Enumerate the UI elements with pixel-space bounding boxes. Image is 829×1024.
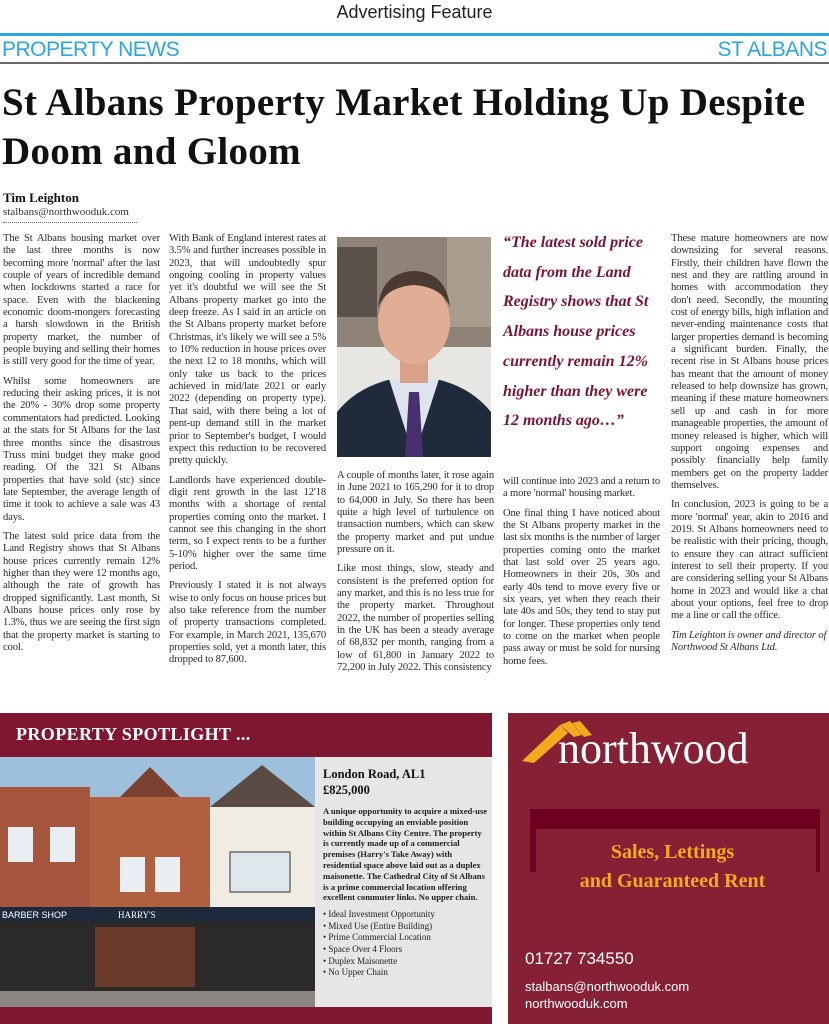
tagline-line-1: Sales, Lettings [610,841,735,863]
tagline [508,838,829,896]
tagline-bar [530,809,820,829]
author-photo [337,237,491,457]
feature-item: • Prime Commercial Location [323,932,489,944]
paragraph: The latest sold price data from the Land Registry shows that St Albans house prices currently remain 12% higher than they were 12 months ago, although the rate of growth has dropped significantly. Last month, St Albans house prices only rose by 1.3%, thus we are seeing the first sign that the property market is starting to cool. [3,530,160,653]
article-column-3 [337,470,494,682]
spotlight-heading: PROPERTY SPOTLIGHT ... [0,713,492,757]
author-signoff: Tim Leighton is owner and director of Northwood St Albans Ltd. [671,629,827,653]
article-column-5 [671,233,828,661]
spotlight-details [323,766,489,979]
tagline-line-2: and Guaranteed Rent [579,870,766,892]
divider [0,62,829,64]
paragraph: These mature homeowners are now downsizing for several reasons. Firstly, their children have flown the nest and they are rattling around in homes with accommodation they don't need. Secondly, the mounting cost of energy bills, high inflation and never-ending maintenance costs that larger properties demand is becoming a significant burden. Finally, the recent rise in St Albans house prices has meant that the amount of money released to help downsize has grown, meaning if these mature homeowners sell up and cash in for more manageable properties, the amount of money released is higher, which will support ongoing expenses and possibly financially help family members get on the property ladder themselves. [671,233,828,491]
feature-item: • No Upper Chain [323,967,489,979]
paragraph: The St Albans housing market over the last three months is now becoming more 'normal' after the last couple of years of incredible demand when lockdowns started a race for space. Even with the blackening economic doom-mongers forecasting a harsh slowdown in the British property market, the number of people buying and selling their homes is still very good for the time of year. [3,233,160,368]
paragraph: Landlords have experienced double-digit rent growth in the last 12'18 months with a shortage of rental properties coming onto the market. I cannot see this changing in the short term, so I expect rents to be a further 5-10% higher over the same time period. [169,474,326,572]
shop-sign-barber: BARBER SHOP [2,910,68,920]
shop-sign-harrys: HARRY'S [118,910,156,920]
author-email[interactable]: stalbans@northwooduk.com [3,206,129,218]
headline: St Albans Property Market Holding Up Despite Doom and Gloom [2,81,806,173]
article-column-2 [169,233,326,674]
pull-quote: “The latest sold price data from the Land Registry shows that St Albans house prices currently remain 12% higher than they were 12 months ago…” [503,234,649,430]
feature-list [323,909,489,979]
advertising-feature-label: Advertising Feature [336,2,493,22]
property-price: £825,000 [323,783,370,797]
paragraph: One final thing I have noticed about the St Albans property market in the last six months is the number of larger properties coming onto the market that last sold over 25 years ago. Homeowners in their 20s, 30s and early 40s tend to move every five or six years, yet when they reach their late 40s and 50s, they tend to stay put for longer. These properties only tend to come on the market when people pass away or must be sold for nursing home fees. [503,507,660,667]
property-photo[interactable] [0,757,315,1007]
feature-item: • Space Over 4 Floors [323,944,489,956]
article-column-4 [503,476,660,675]
header-rule [0,33,829,36]
paragraph: With Bank of England interest rates at 3.5% and further increases possible in 2023, that will undoubtedly spur ongoing cooling in property values yet it's doubtful we will see the St Albans property market go into the deep freeze. As I said in an article on the St Albans property market before Christmas, it's likely we will see a 5% to 10% reduction in house prices over the next 12 to 18 months, which will only take us back to the prices achieved in mid/late 2021 or early 2022 (depending on property type). That said, with there being a lot of pent-up demand still in the market prior to September's budget, I would expect this reduction to be recovered pretty quickly. [169,233,326,467]
dotted-divider [3,222,137,223]
paragraph: will continue into 2023 and a return to a more 'normal' housing market. [503,476,660,500]
paragraph: Previously I stated it is not always wise to only focus on house prices but also take reference from the number of property transactions completed. For example, in March 2021, 135,670 properties sold, yet a month later, this dropped to 87,600. [169,580,326,666]
northwood-logo: northwood [558,724,749,773]
property-description: A unique opportunity to acquire a mixed-use building occupying an enviable position within St Albans City Centre. The property is currently made up of a commercial premises (Harry's Take Away) with residential space above laid out as a duplex maisonette. The Cathedral City of St Albans is a prime commercial location offering excellent commuter links. No upper chain. [323,806,488,903]
ad-footer-strip [0,1007,492,1024]
feature-item: • Duplex Maisonette [323,956,489,968]
paragraph: In conclusion, 2023 is going to be a more 'normal' year, akin to 2016 and 2019. St Albans homeowners need to be realistic with their pricing, though, to ensure they can attract sufficient interest to sell their property. If you are considering selling your St Albans home in 2023 and would like a chat about your options, feel free to drop me a line or call the office. [671,499,828,622]
northwood-ad [508,713,829,1024]
contact-email[interactable]: stalbans@northwooduk.com [525,979,690,994]
article-column-1 [3,233,160,661]
phone-number[interactable]: 01727 734550 [525,949,634,968]
author-name: Tim Leighton [3,190,79,205]
section-label: PROPERTY NEWS [2,38,180,61]
paragraph: Like most things, slow, steady and consistent is the preferred option for any market, and this is no less true for the property market. Throughout 2022, the number of properties selling in the UK has been a steady average of 68,832 per month, ranging from a low of 61,800 in January 2022 to 72,200 in July 2022. This consistency [337,563,494,674]
feature-item: • Mixed Use (Entire Building) [323,921,489,933]
website-link[interactable]: northwooduk.com [525,996,628,1011]
property-spotlight-ad [0,713,492,1024]
property-address: London Road, AL1 [323,767,426,781]
location-label: ST ALBANS [717,38,827,61]
paragraph: Whilst some homeowners are reducing their asking prices, it is not the 20% - 30% drop some property commentators had predicted. Looking at the stats for St Albans for the last three months since the disastrous Truss mini budget they make good reading. Of the 321 St Albans properties that have sold (stc) since late September, the average length of time it took to achieve a sale was 43 days. [3,375,160,523]
feature-item: • Ideal Investment Opportunity [323,909,489,921]
paragraph: A couple of months later, it rose again in June 2021 to 165,290 for it to drop to 64,000 in July. So there has been quite a high level of turbulence on transaction numbers, which can skew the property market and put undue pressure on it. [337,470,494,556]
